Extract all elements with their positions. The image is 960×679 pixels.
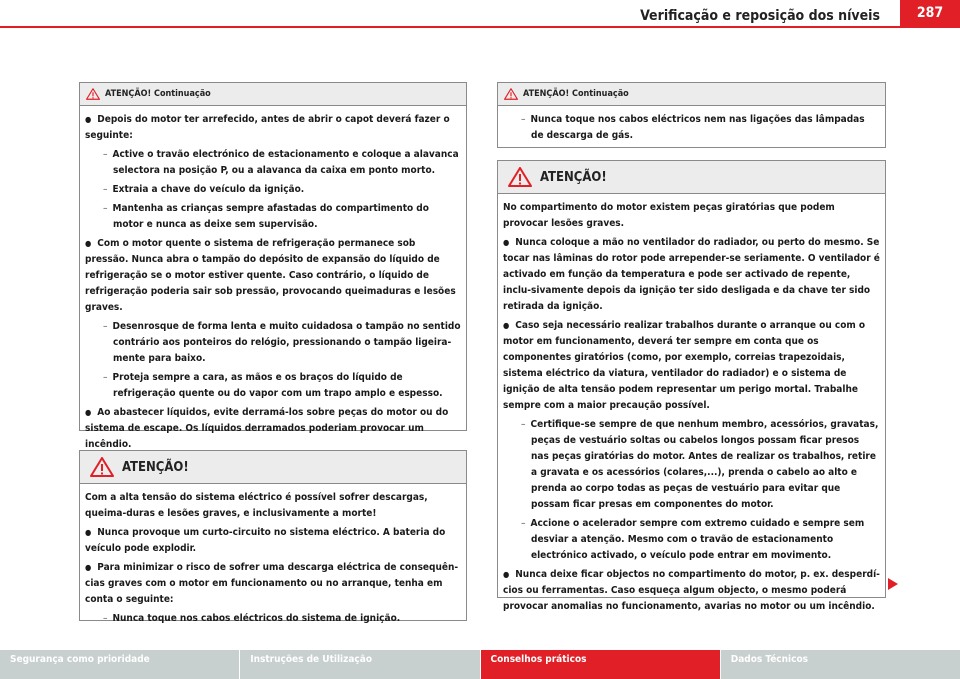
- warning-body: [498, 194, 885, 615]
- dash-item: – Desenrosque de forma lenta e muito cuidadosa o tampão no sentido contrário aos ponteiros do relógio, pressionando o tampão ligeira-mente para baixo.: [85, 319, 461, 367]
- dash-item: – Extraia a chave do veículo da ignição.: [85, 182, 461, 198]
- warning-header: [498, 83, 885, 106]
- paragraph: No compartimento do motor existem peças giratórias que podem provocar lesões graves.: [503, 202, 835, 229]
- dash-item: – Nunca toque nos cabos eléctricos do sistema de ignição.: [85, 611, 461, 627]
- bullet-item: ● Caso seja necessário realizar trabalhos durante o arranque ou com o motor em funcionamento, deverá ter sempre em conta que os componentes giratórios (como, por exemplo, correias trapezoidais, sistema eléctrico da viatura, ventilador do radiador) e o sistema de ignição de alta tensão podem representar um perigo mortal. Trabalhe sempre com a maior precaução possível.: [503, 318, 880, 414]
- bullet-item: ● Depois do motor ter arrefecido, antes de abrir o capot deverá fazer o seguinte:: [85, 112, 461, 144]
- warning-body: [498, 106, 885, 144]
- page-number: 287: [900, 0, 960, 26]
- warning-box-continuation-right: [497, 82, 886, 148]
- continue-arrow-icon: [888, 578, 898, 590]
- tab-instrucoes[interactable]: Instruções de Utilização: [240, 650, 479, 679]
- dash-item: – Certifique-se sempre de que nenhum membro, acessórios, gravatas, peças de vestuário soltas ou cabelos longos possam ficar presos nas peças giratórias do motor. Antes de realizar os trabalhos, retire a gravata e os acessórios (colares,...), prenda o cabelo ao alto e prenda ao corpo todas as peças de vestuário para evitar que possam ficar presas em componentes do motor.: [503, 417, 880, 513]
- bullet-item: ● Ao abastecer líquidos, evite derramá-los sobre peças do motor ou do sistema de escape. Os líquidos derramados poderiam provocar um incêndio.: [85, 405, 461, 453]
- tab-seguranca[interactable]: Segurança como prioridade: [0, 650, 239, 679]
- bullet-item: ● Para minimizar o risco de sofrer uma descarga eléctrica de consequên-cias graves com o motor em funcionamento ou no arranque, tenha em conta o seguinte:: [85, 560, 461, 608]
- bullet-item: ● Nunca provoque um curto-circuito no sistema eléctrico. A bateria do veículo pode explodir.: [85, 525, 461, 557]
- warning-header: [80, 451, 466, 484]
- warning-header: [498, 161, 885, 194]
- warning-header-label: ATENÇÃO! Continuação: [105, 89, 211, 99]
- warning-box-continuation-left: [79, 82, 467, 450]
- warning-triangle-icon: [504, 88, 518, 100]
- footer-nav: [0, 650, 960, 679]
- warning-header-label: ATENÇÃO! Continuação: [523, 89, 629, 99]
- dash-item: – Proteja sempre a cara, as mãos e os braços do líquido de refrigeração quente ou do vapor com um trapo amplo e espesso.: [85, 370, 461, 402]
- bullet-item: ● Nunca coloque a mão no ventilador do radiador, ou perto do mesmo. Se tocar nas lâminas do rotor pode arrepender-se seriamente. O ventilador é activado em função da temperatura e pode ser activado de repente, inclu-sivamente depois da ignição ter sido desligada e da chave ter sido retirada da ignição.: [503, 235, 880, 315]
- warning-box-rotating-parts: [497, 160, 886, 612]
- warning-box-electrical: [79, 450, 467, 624]
- warning-body: [80, 484, 466, 627]
- warning-header-label: ATENÇÃO!: [540, 169, 607, 185]
- tab-dados-tecnicos[interactable]: Dados Técnicos: [721, 650, 960, 679]
- paragraph: Com a alta tensão do sistema eléctrico é possível sofrer descargas, queima-duras e lesões graves, e inclusivamente a morte!: [85, 492, 428, 519]
- bullet-item: ● Com o motor quente o sistema de refrigeração permanece sob pressão. Nunca abra o tampão do depósito de expansão do líquido de refrigeração se o motor estiver quente. Caso contrário, o líquido de refrigeração poderia sair sob pressão, provocando queimaduras e lesões graves.: [85, 236, 461, 316]
- dash-item: – Active o travão electrónico de estacionamento e coloque a alavanca selectora na posição P, ou a alavanca da caixa em ponto morto.: [85, 147, 461, 179]
- warning-triangle-icon: [86, 88, 100, 100]
- header-divider: [0, 26, 960, 28]
- warning-header-label: ATENÇÃO!: [122, 459, 189, 475]
- bullet-item: ● Nunca deixe ficar objectos no compartimento do motor, p. ex. desperdí-cios ou ferramentas. Caso esqueça algum objecto, o mesmo poderá provocar anomalias no funcionamento, avarias no motor ou um incêndio.: [503, 567, 880, 615]
- warning-body: [80, 106, 466, 453]
- warning-triangle-icon: [90, 457, 114, 477]
- dash-item: – Accione o acelerador sempre com extremo cuidado e sempre sem desviar a atenção. Mesmo com o travão de estacionamento electrónico activado, o veículo pode entrar em movimento.: [503, 516, 880, 564]
- page-title: Verificação e reposição dos níveis: [640, 8, 880, 24]
- warning-header: [80, 83, 466, 106]
- dash-item: – Nunca toque nos cabos eléctricos nem nas ligações das lâmpadas de descarga de gás.: [503, 112, 880, 144]
- dash-item: – Mantenha as crianças sempre afastadas do compartimento do motor e nunca as deixe sem supervisão.: [85, 201, 461, 233]
- warning-triangle-icon: [508, 167, 532, 187]
- tab-conselhos[interactable]: Conselhos práticos: [481, 650, 720, 679]
